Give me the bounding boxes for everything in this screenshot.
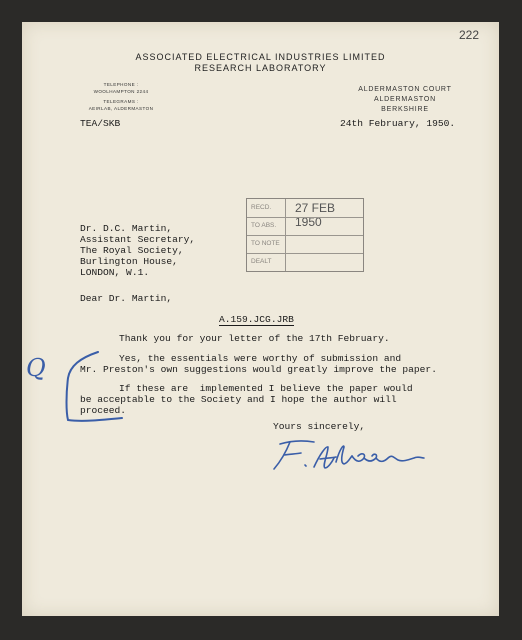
letter-page — [22, 22, 499, 616]
address-line-3: BERKSHIRE — [381, 106, 429, 113]
recipient-line: Dr. D.C. Martin, — [80, 223, 173, 234]
margin-bracket — [22, 22, 499, 616]
subject-reference: A.159.JCG.JRB — [219, 314, 294, 325]
stamp-to-abs-label: TO ABS. — [251, 222, 277, 229]
body-paragraph-1: Thank you for your letter of the 17th February. — [119, 333, 390, 344]
telephone-number: WOOLHAMPTON 2244 — [93, 89, 149, 94]
salutation: Dear Dr. Martin, — [80, 293, 173, 304]
stamp-date: 27 FEB 1950 — [295, 201, 336, 229]
letter-reference: TEA/SKB — [80, 118, 121, 129]
recipient-line: Burlington House, — [80, 256, 178, 267]
body-paragraph-3-line: If these are implemented I believe the paper would — [119, 383, 413, 394]
telegrams-address: AEIRLAB, ALDERMASTON — [88, 106, 154, 111]
body-paragraph-2-line: Mr. Preston's own suggestions would greatly improve the paper. — [80, 364, 437, 375]
archive-page-number: 222 — [459, 28, 480, 42]
stamp-to-note-label: TO NOTE — [251, 240, 280, 247]
department-name: RESEARCH LABORATORY — [194, 63, 327, 73]
body-paragraph-2-line: Yes, the essentials were worthy of submission and — [119, 353, 402, 364]
recipient-line: The Royal Society, — [80, 245, 184, 256]
telegrams-label: TELEGRAMS : — [103, 99, 139, 104]
company-name: ASSOCIATED ELECTRICAL INDUSTRIES LIMITED — [135, 52, 386, 62]
address-line-2: ALDERMASTON — [374, 96, 436, 103]
body-paragraph-3-line: be acceptable to the Society and I hope the author will — [80, 394, 397, 405]
closing: Yours sincerely, — [273, 421, 366, 432]
recipient-line: LONDON, W.1. — [80, 267, 150, 278]
address-line-1: ALDERMASTON COURT — [358, 86, 452, 93]
margin-annotation-q: Q — [26, 354, 46, 382]
body-paragraph-3-line: proceed. — [80, 405, 127, 416]
stamp-received-label: RECD. — [251, 204, 272, 211]
telephone-label: TELEPHONE : — [103, 82, 139, 87]
recipient-line: Assistant Secretary, — [80, 234, 196, 245]
stamp-dealt-label: DEALT — [251, 258, 272, 265]
letter-date: 24th February, 1950. — [340, 118, 456, 129]
